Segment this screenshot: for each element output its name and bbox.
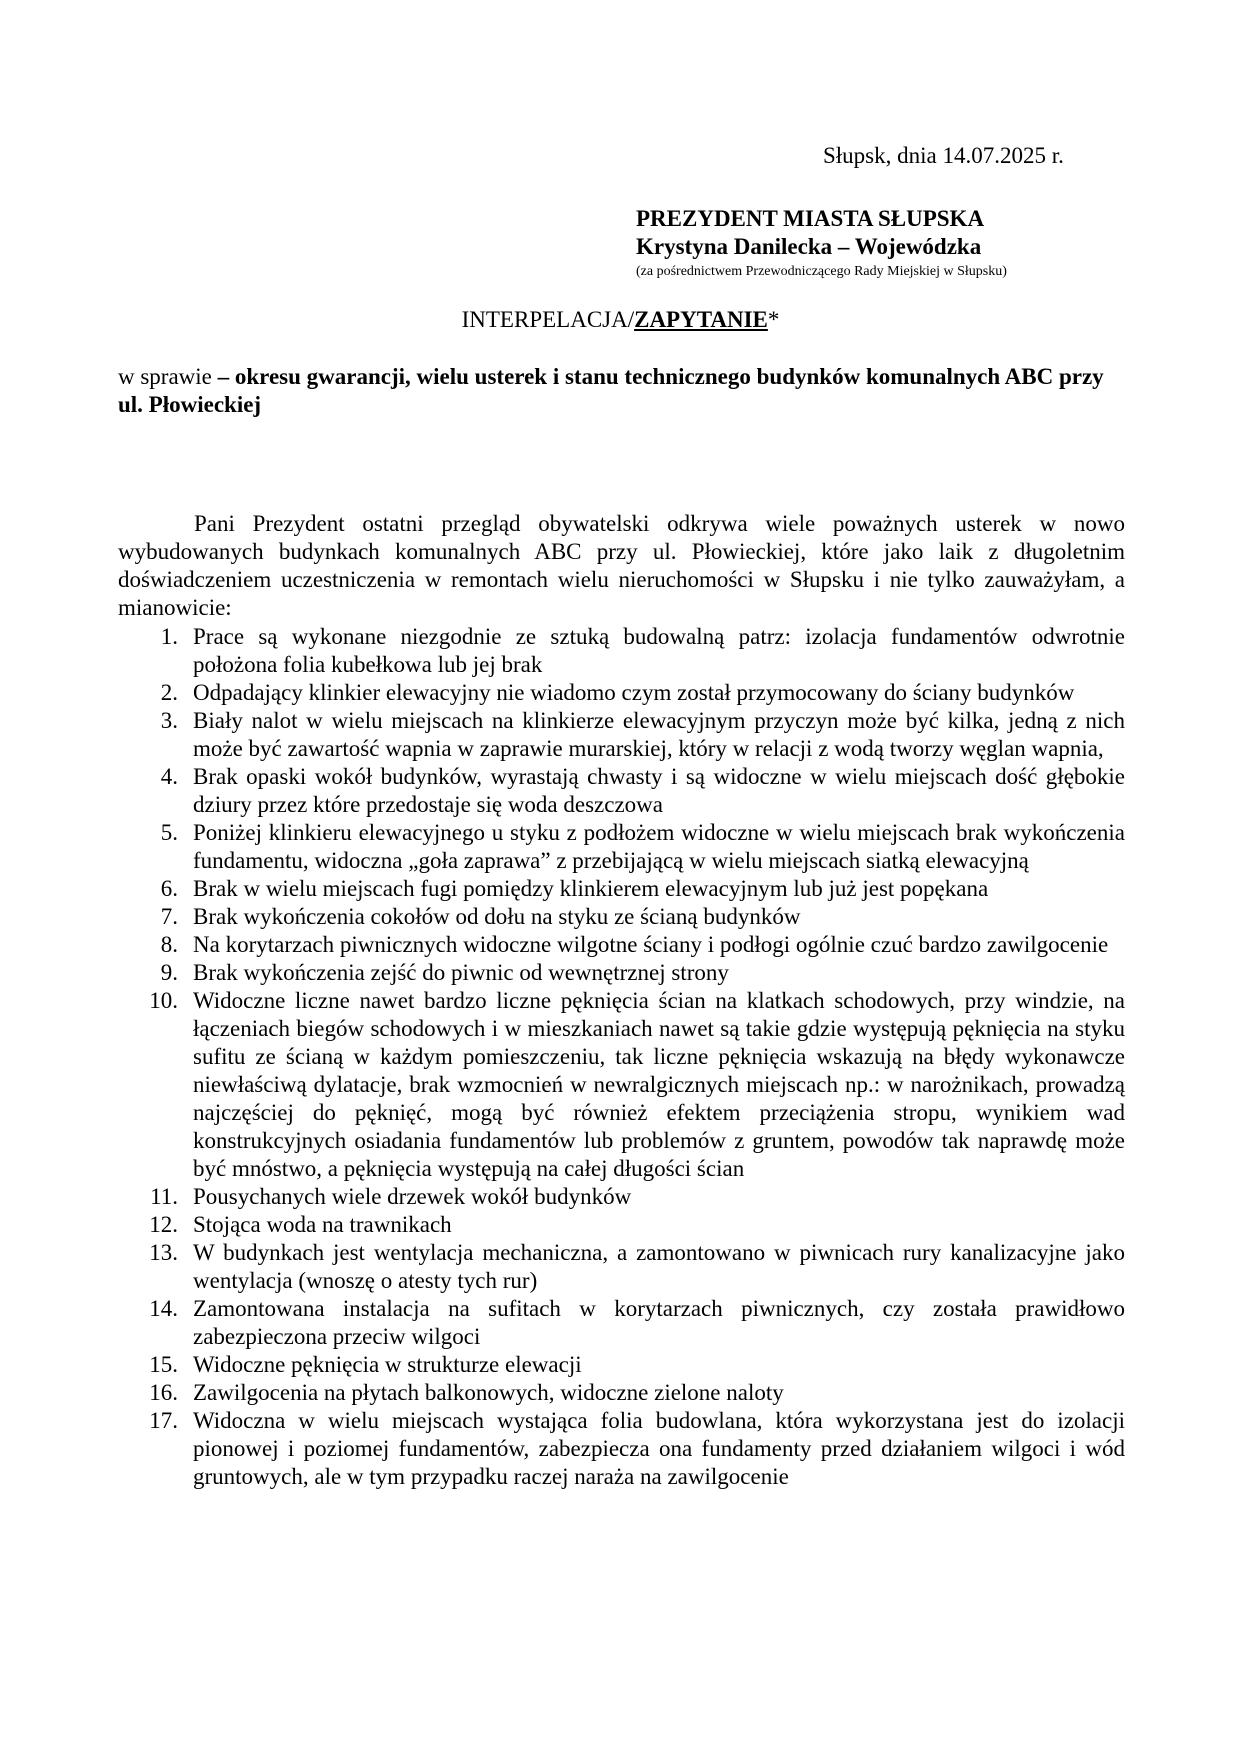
issue-text: W budynkach jest wentylacja mechaniczna, a zamontowano w piwnicach rury kanalizacyjne jako wentylacja (wnoszę o atesty tych rur) [193, 1240, 1125, 1293]
issue-text: Widoczne liczne nawet bardzo liczne pęknięcia ścian na klatkach schodowych, przy windzie, na łączeniach biegów schodowych i w mieszkaniach nawet są takie gdzie występują pęknięcia na styku sufitu ze ścianą w każdym pomieszczeniu, tak liczne pęknięcia wskazują na błędy wykonawcze niewłaściwą dylatacje, brak wzmocnień w newralgicznych miejscach np.: w narożnikach, prowadzą najczęściej do pęknięć, mogą być również efektem przeciążenia stropu, wynikiem wad konstrukcyjnych osiadania fundamentów lub problemów z gruntem, powodów tak naprawdę może być mnóstwo, a pęknięcia występują na całej długości ścian [193, 988, 1125, 1181]
issue-text: Widoczna w wielu miejscach wystająca folia budowlana, która wykorzystana jest do izolacji pionowej i poziomej fundamentów, zabezpiecza ona fundamenty przed działaniem wilgoci i wód gruntowych, ale w tym przypadku raczej naraża na zawilgocenie [193, 1408, 1125, 1489]
issue-number: 5. [160, 820, 178, 845]
title-prefix: INTERPELACJA/ [461, 307, 635, 332]
issue-text: Poniżej klinkieru elewacyjnego u styku z podłożem widoczne w wielu miejscach brak wykończenia fundamentu, widoczna „goła zaprawa” z przebijającą w wielu miejscach siatką elewacyjną [193, 820, 1125, 873]
subject-lead: w sprawie [118, 364, 218, 389]
issue-item [118, 1351, 1125, 1379]
issue-text: Stojąca woda na trawnikach [193, 1212, 452, 1237]
issue-number: 11. [150, 1184, 178, 1209]
issue-item [118, 623, 1125, 679]
issue-item [118, 1211, 1125, 1239]
issue-item [118, 1183, 1125, 1211]
issue-item [118, 903, 1125, 931]
addressee-office: PREZYDENT MIASTA SŁUPSKA [636, 206, 985, 231]
issue-number: 12. [149, 1212, 178, 1237]
issue-number: 14. [149, 1296, 178, 1321]
issue-item [118, 679, 1125, 707]
issue-number: 1. [160, 624, 178, 649]
issue-item [118, 707, 1125, 763]
issue-text: Zawilgocenia na płytach balkonowych, widoczne zielone naloty [193, 1380, 784, 1405]
issue-number: 9. [160, 960, 178, 985]
addressee-name: Krystyna Danilecka – Wojewódzka [636, 234, 982, 259]
issue-text: Odpadający klinkier elewacyjny nie wiadomo czym został przymocowany do ściany budynków [193, 680, 1075, 705]
issue-item [118, 1239, 1125, 1295]
document-title [0, 307, 1241, 333]
issue-item [118, 1379, 1125, 1407]
issue-item [118, 875, 1125, 903]
issue-item [118, 1295, 1125, 1351]
issue-number: 8. [160, 932, 178, 957]
issue-number: 6. [160, 876, 178, 901]
issue-text: Na korytarzach piwnicznych widoczne wilgotne ściany i podłogi ogólnie czuć bardzo zawilgocenie [193, 932, 1109, 957]
issue-text: Brak w wielu miejscach fugi pomiędzy klinkierem elewacyjnym lub już jest popękana [193, 876, 989, 901]
issue-item [118, 1407, 1125, 1491]
place-and-date: Słupsk, dnia 14.07.2025 r. [823, 143, 1064, 168]
issue-number: 15. [149, 1352, 178, 1377]
issue-item [118, 819, 1125, 875]
issue-text: Brak wykończenia zejść do piwnic od wewnętrznej strony [193, 960, 729, 985]
issue-number: 10. [149, 988, 178, 1013]
issue-text: Pousychanych wiele drzewek wokół budynków [193, 1184, 632, 1209]
issue-number: 13. [149, 1240, 178, 1265]
issue-text: Zamontowana instalacja na sufitach w korytarzach piwnicznych, czy została prawidłowo zabezpieczona przeciw wilgoci [193, 1296, 1125, 1349]
subject-text: – okresu gwarancji, wielu usterek i stanu technicznego budynków komunalnych ABC przy ul. Płowieckiej [118, 364, 1104, 417]
intro-paragraph: Pani Prezydent ostatni przegląd obywatelski odkrywa wiele poważnych usterek w nowo wybudowanych budynkach komunalnych ABC przy ul. Płowieckiej, które jako laik z długoletnim doświadczeniem uczestniczenia w remontach wielu nieruchomości w Słupsku i nie tylko zauważyłam, a mianowicie: [118, 511, 1125, 620]
issue-number: 2. [160, 680, 178, 705]
issue-text: Prace są wykonane niezgodnie ze sztuką budowalną patrz: izolacja fundamentów odwrotnie położona folia kubełkowa lub jej brak [193, 624, 1125, 677]
issue-text: Brak wykończenia cokołów od dołu na styku ze ścianą budynków [193, 904, 801, 929]
issue-number: 4. [160, 764, 178, 789]
issues-list [118, 623, 1125, 1491]
issue-item [118, 931, 1125, 959]
issue-text: Biały nalot w wielu miejscach na klinkierze elewacyjnym przyczyn może być kilka, jedną z nich może być zawartość wapnia w zaprawie murarskiej, który w relacji z wodą tworzy węglan wapnia, [193, 708, 1125, 761]
issue-item [118, 959, 1125, 987]
issue-number: 17. [149, 1408, 178, 1433]
title-suffix: * [767, 307, 780, 332]
issue-text: Widoczne pęknięcia w strukturze elewacji [193, 1352, 582, 1377]
addressee-via-note: (za pośrednictwem Przewodniczącego Rady Miejskiej w Słupsku) [636, 264, 1007, 279]
addressee-block [636, 205, 1007, 283]
issue-number: 7. [160, 904, 178, 929]
issue-text: Brak opaski wokół budynków, wyrastają chwasty i są widoczne w wielu miejscach dość głębokie dziury przez które przedostaje się woda deszczowa [193, 764, 1125, 817]
issue-item [118, 987, 1125, 1183]
issue-item [118, 763, 1125, 819]
issue-number: 3. [160, 708, 178, 733]
title-emphasis: ZAPYTANIE [634, 307, 768, 332]
subject-line [118, 363, 1123, 419]
issue-number: 16. [149, 1380, 178, 1405]
